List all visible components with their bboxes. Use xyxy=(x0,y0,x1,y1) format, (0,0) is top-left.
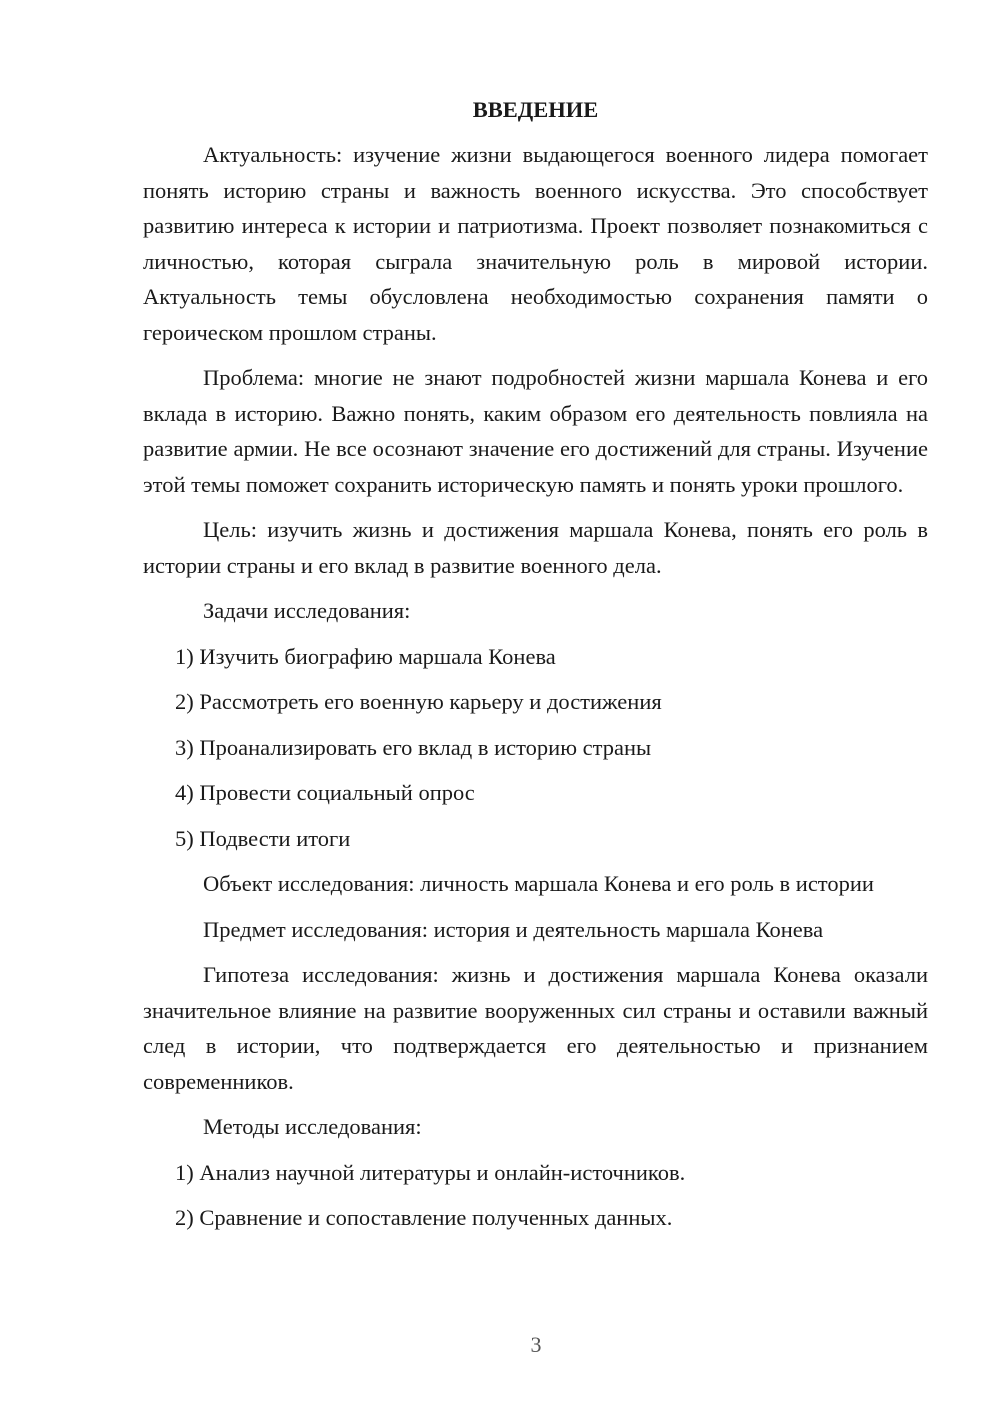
methods-label: Методы исследования: xyxy=(203,1114,422,1139)
hypothesis-paragraph: Гипотеза исследования: жизнь и достижения маршала Конева оказали значительное влияние на развитие вооруженных сил страны и оставили важный след в истории, что подтверждается его деятельностью и признанием современников. xyxy=(143,962,928,1094)
task-item: 5) Подвести итоги xyxy=(175,825,351,851)
method-item: 2) Сравнение и сопоставление полученных данных. xyxy=(175,1205,673,1230)
task-item: 3) Проанализировать его вклад в историю страны xyxy=(175,734,652,760)
task-item: 1) Изучить биографию маршала Конева xyxy=(175,643,556,669)
method-item: 1) Анализ научной литературы и онлайн-источников. xyxy=(175,1159,686,1185)
subject-paragraph: Предмет исследования: история и деятельность маршала Конева xyxy=(203,916,824,942)
task-item: 4) Провести социальный опрос xyxy=(175,780,475,805)
object-paragraph: Объект исследования: личность маршала Конева и его роль в истории xyxy=(203,871,874,896)
problem-paragraph: Проблема: многие не знают подробностей жизни маршала Конева и его вклада в историю. Важно понять, каким образом его деятельность повлияла на развитие армии. Не все осознают значение его достижений для страны. Изучение этой темы поможет сохранить историческую память и понять уроки прошлого. xyxy=(143,365,928,497)
task-item: 2) Рассмотреть его военную карьеру и достижения xyxy=(175,689,662,714)
tasks-list xyxy=(143,639,928,857)
section-heading: ВВЕДЕНИЕ xyxy=(472,97,599,122)
goal-paragraph: Цель: изучить жизнь и достижения маршала Конева, понять его роль в истории страны и его вклад в развитие военного дела. xyxy=(143,517,928,578)
page-content xyxy=(143,95,928,1246)
relevance-paragraph: Актуальность: изучение жизни выдающегося военного лидера помогает понять историю страны и важность военного искусства. Это способствует развитию интереса к истории и патриотизма. Проект позволяет познакомиться с личностью, которая сыграла значительную роль в мировой истории. Актуальность темы обусловлена необходимостью сохранения памяти о героическом прошлом страны. xyxy=(143,142,928,345)
tasks-label: Задачи исследования: xyxy=(203,598,411,623)
page-number: 3 xyxy=(530,1332,542,1357)
methods-list xyxy=(143,1155,928,1236)
